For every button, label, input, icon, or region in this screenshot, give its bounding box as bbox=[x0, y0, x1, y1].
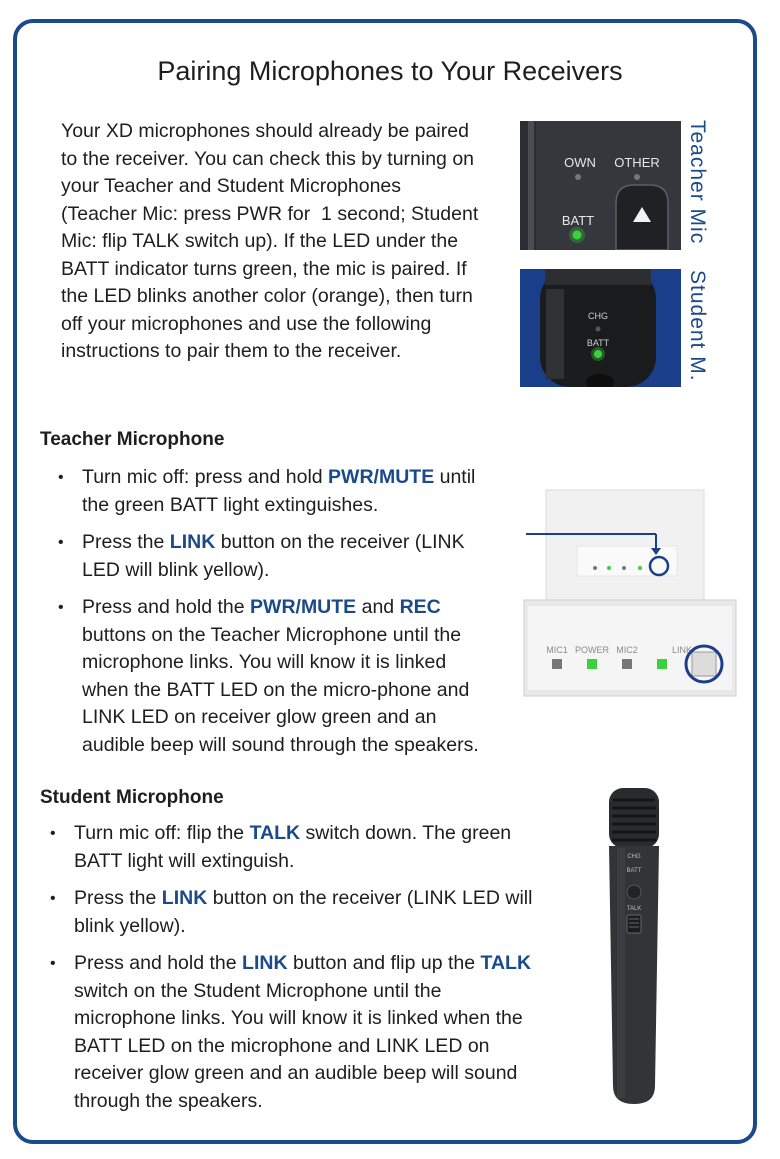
batt-label: BATT bbox=[561, 213, 595, 228]
talk-switch bbox=[627, 915, 641, 933]
mic2-label: MIC2 bbox=[616, 645, 638, 655]
batt-label: BATT bbox=[626, 868, 642, 874]
list-item: • Press the LINK button on the receiver (LINK LED will blink yellow). bbox=[50, 885, 545, 940]
other-led bbox=[634, 174, 640, 180]
batt-label: BATT bbox=[586, 338, 610, 348]
list-item: • Press and hold the PWR/MUTE and REC buttons on the Teacher Microphone until the microphone links. You will know it is linked when the BATT LED on the micro-phone and LINK LED on receiver glow green and an audible beep will sound through the speakers. bbox=[58, 594, 498, 759]
chg-label: CHG bbox=[588, 311, 608, 321]
own-label: OWN bbox=[564, 155, 596, 170]
teacher-mic-side-label: Teacher Mic bbox=[686, 120, 709, 245]
handheld-button bbox=[627, 885, 641, 899]
list-item: • Press the LINK button on the receiver (LINK LED will blink yellow). bbox=[58, 529, 498, 584]
page-title: Pairing Microphones to Your Receivers bbox=[157, 56, 623, 86]
batt-led-green bbox=[594, 350, 602, 358]
mic1-label: MIC1 bbox=[546, 645, 568, 655]
list-item: • Turn mic off: press and hold PWR/MUTE until the green BATT light extinguishes. bbox=[58, 464, 498, 519]
link-label: LINK bbox=[671, 645, 693, 655]
chg-label: CHG bbox=[627, 854, 641, 860]
other-label: OTHER bbox=[614, 155, 660, 170]
student-mic-photo bbox=[520, 269, 681, 387]
student-section-heading: Student Microphone bbox=[40, 787, 224, 808]
teacher-steps bbox=[58, 464, 498, 769]
student-handheld-mic-photo bbox=[603, 786, 665, 1106]
student-mic-side-label: Student M. bbox=[686, 270, 709, 382]
own-led bbox=[575, 174, 581, 180]
teacher-section-heading: Teacher Microphone bbox=[40, 429, 225, 450]
talk-label: TALK bbox=[626, 906, 642, 912]
receiver-photo bbox=[520, 488, 740, 698]
student-steps bbox=[50, 820, 545, 1125]
list-item: • Turn mic off: flip the TALK switch down. The green BATT light will extinguish. bbox=[50, 820, 545, 875]
list-item: • Press and hold the LINK button and flip up the TALK switch on the Student Microphone until the microphone links. You will know it is linked when the BATT LED on the microphone and LINK LED on receiver glow green and an audible beep will sound through the speakers. bbox=[50, 950, 545, 1115]
intro-paragraph: Your XD microphones should already be paired to the receiver. You can check this by turning on your Teacher and Student Microphones (Teacher Mic: press PWR for 1 second; Student Mic: flip TALK switch up). If the LED under the BATT indicator turns green, the mic is paired. If the LED blinks another color (orange), then turn off your microphones and use the following instructions to pair them to the receiver. bbox=[61, 120, 479, 362]
teacher-mic-photo bbox=[520, 121, 681, 250]
power-label: POWER bbox=[574, 645, 610, 655]
